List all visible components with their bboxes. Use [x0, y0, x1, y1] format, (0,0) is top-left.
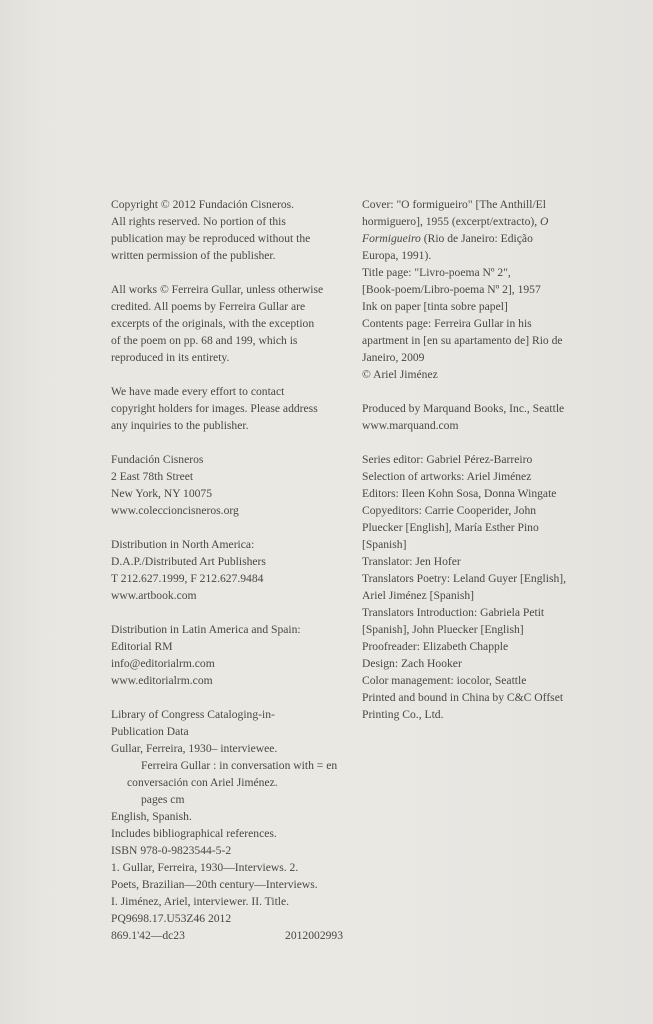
text-line: Includes bibliographical references.: [111, 827, 277, 840]
text-line: [Book-poem/Libro-poema Nº 2], 1957: [362, 283, 541, 296]
text-line: Printing Co., Ltd.: [362, 708, 444, 721]
text-line: Library of Congress Cataloging-in-: [111, 708, 275, 721]
text-line: Janeiro, 2009: [362, 351, 425, 364]
text-line: PQ9698.17.U53Z46 2012: [111, 912, 232, 925]
text-line: written permission of the publisher.: [111, 249, 276, 262]
text-line: excerpts of the originals, with the exception: [111, 317, 315, 330]
text-line: Poets, Brazilian—20th century—Interviews.: [111, 878, 318, 891]
text-line: [Spanish]: [362, 538, 407, 551]
book-title-italic: O: [540, 215, 549, 228]
text-line: We have made every effort to contact: [111, 385, 285, 398]
isbn: ISBN 978-0-9823544-5-2: [111, 844, 232, 857]
text-line: New York, NY 10075: [111, 487, 213, 500]
text-line: apartment in [en su apartamento de] Rio de: [362, 334, 563, 347]
text-line: www.marquand.com: [362, 419, 459, 432]
text-line: info@editorialrm.com: [111, 657, 215, 670]
dewey-number: 869.1'42—dc23: [111, 929, 185, 942]
text-line: Publication Data: [111, 725, 189, 738]
classification-line: [111, 927, 343, 944]
text-line: Translator: Jen Hofer: [362, 555, 461, 568]
text-line: Produced by Marquand Books, Inc., Seattle: [362, 402, 565, 415]
text-line: conversación con Ariel Jiménez.: [127, 776, 278, 789]
text-line: © Ariel Jiménez: [362, 368, 438, 381]
text-line: Ink on paper [tinta sobre papel]: [362, 300, 508, 313]
text-line: Printed and bound in China by C&C Offset: [362, 691, 564, 704]
left-column: [111, 196, 343, 961]
text-line: Ferreira Gullar : in conversation with = en: [141, 759, 338, 772]
text-line: [362, 230, 602, 247]
staff-credits-block: [362, 451, 602, 723]
text-line: Translators Introduction: Gabriela Petit: [362, 606, 545, 619]
text-line: All rights reserved. No portion of this: [111, 215, 286, 228]
text-line: 1. Gullar, Ferreira, 1930—Interviews. 2.: [111, 861, 299, 874]
text-line: Series editor: Gabriel Pérez-Barreiro: [362, 453, 533, 466]
text-line: any inquiries to the publisher.: [111, 419, 249, 432]
producer-block: [362, 400, 602, 434]
text-line: English, Spanish.: [111, 810, 192, 823]
image-credits-block: [362, 196, 602, 383]
text-line: Selection of artworks: Ariel Jiménez: [362, 470, 532, 483]
text-line: Editors: Ileen Kohn Sosa, Donna Wingate: [362, 487, 557, 500]
text-line: Distribution in Latin America and Spain:: [111, 623, 301, 636]
text-line: credited. All poems by Ferreira Gullar are: [111, 300, 306, 313]
text-line: D.A.P./Distributed Art Publishers: [111, 555, 266, 568]
publisher-address-block: [111, 451, 343, 519]
text-line: I. Jiménez, Ariel, interviewer. II. Title.: [111, 895, 290, 908]
book-title-italic: Formigueiro: [362, 232, 421, 245]
cataloging-data-block: [111, 706, 343, 944]
text-line: Gullar, Ferreira, 1930– interviewee.: [111, 742, 278, 755]
text-line: publication may be reproduced without the: [111, 232, 311, 245]
text-line: Design: Zach Hooker: [362, 657, 462, 670]
text-line: reproduced in its entirety.: [111, 351, 230, 364]
image-rights-block: [111, 383, 343, 434]
text-line: www.coleccioncisneros.org: [111, 504, 239, 517]
text-line: pages cm: [141, 793, 185, 806]
text-line: Cover: "O formigueiro" [The Anthill/El: [362, 198, 546, 211]
text-line: Ariel Jiménez [Spanish]: [362, 589, 475, 602]
text-line: Fundación Cisneros: [111, 453, 204, 466]
text-line: Copyeditors: Carrie Cooperider, John: [362, 504, 537, 517]
text-line: All works © Ferreira Gullar, unless otherwise: [111, 283, 324, 296]
text-line: Title page: "Livro-poema Nº 2",: [362, 266, 511, 279]
text-line: www.artbook.com: [111, 589, 197, 602]
text-line: Proofreader: Elizabeth Chapple: [362, 640, 509, 653]
text-line: Pluecker [English], María Esther Pino: [362, 521, 539, 534]
text-line: Copyright © 2012 Fundación Cisneros.: [111, 198, 295, 211]
text-line: Contents page: Ferreira Gullar in his: [362, 317, 532, 330]
text-segment: hormiguero], 1955 (excerpt/extracto),: [362, 215, 541, 228]
text-line: Europa, 1991).: [362, 249, 432, 262]
text-line: Editorial RM: [111, 640, 173, 653]
distribution-latin-america-block: [111, 621, 343, 689]
text-line: Translators Poetry: Leland Guyer [English],: [362, 572, 567, 585]
text-line: Distribution in North America:: [111, 538, 255, 551]
text-line: 2 East 78th Street: [111, 470, 194, 483]
text-line: copyright holders for images. Please address: [111, 402, 318, 415]
copyright-block: [111, 196, 343, 264]
text-line: T 212.627.1999, F 212.627.9484: [111, 572, 264, 585]
text-line: [Spanish], John Pluecker [English]: [362, 623, 524, 636]
distribution-north-america-block: [111, 536, 343, 604]
text-line: [362, 213, 602, 230]
text-line: of the poem on pp. 68 and 199, which is: [111, 334, 298, 347]
right-column: [362, 196, 602, 740]
works-credit-block: [111, 281, 343, 366]
text-line: Color management: iocolor, Seattle: [362, 674, 527, 687]
lccn-number: 2012002993: [285, 929, 343, 942]
text-line: www.editorialrm.com: [111, 674, 213, 687]
text-segment: (Rio de Janeiro: Edição: [420, 232, 533, 245]
